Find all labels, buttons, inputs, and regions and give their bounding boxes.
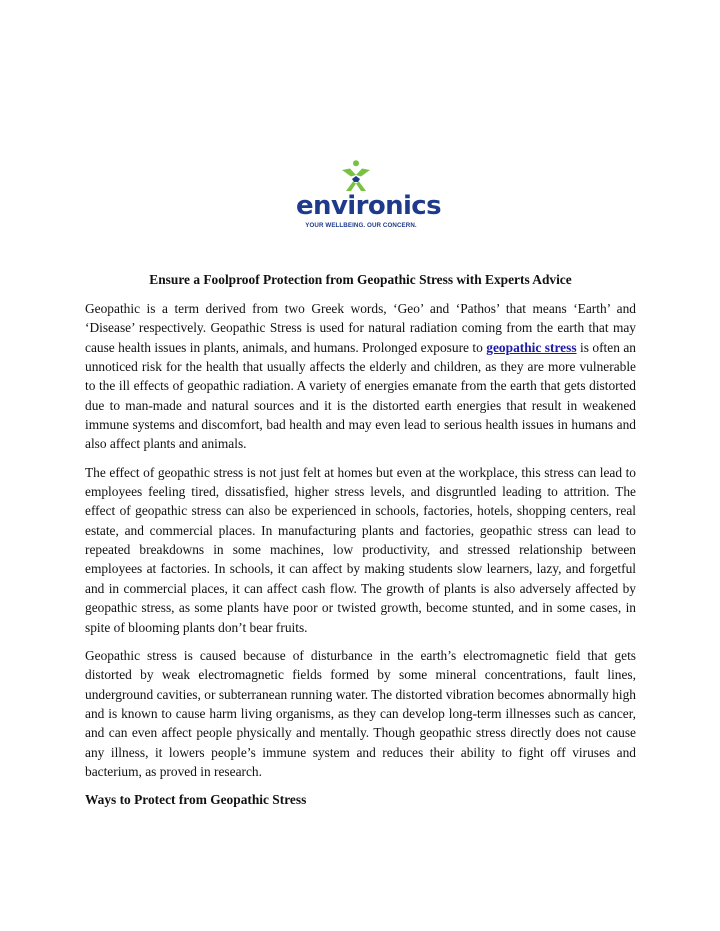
geopathic-stress-link[interactable]: geopathic stress [486,339,577,355]
document-body [85,270,636,810]
paragraph-intro [85,299,636,454]
paragraph-causes: Geopathic stress is caused because of disturbance in the earth’s electromagnetic field that gets distorted by weak electromagnetic fields formed by some mineral concentrations, fault lines, underground cavities, or subterranean running water. The distorted vibration becomes abnormally high and is known to cause harm living organisms, as they can develop long-term illnesses such as cancer, and can even affect people physically and mentally. Though geopathic stress directly does not cause any illness, it lowers people’s immune system and reduces their ability to fight off viruses and bacterium, as proved in research. [85,647,636,779]
logo-mark-right-leg [356,182,366,192]
logo-wordmark: environics [296,191,441,221]
environics-logo [296,160,441,230]
paragraph-workplace-effects: The effect of geopathic stress is not just felt at homes but even at the workplace, this stress can lead to employees feeling tired, dissatisfied, higher stress levels, and disgruntled leading to attrition. The effect of geopathic stress can also be experienced in schools, factories, hotels, shopping centers, real estate, and commercial places. In manufacturing plants and factories, geopathic stress can lead to repeated breakdowns in some machines, low productivity, and stressed relationship between employees at factories. In schools, it can affect by making students slow learners, lazy, and forgetful and in commercial places, it can affect cash flow. The growth of plants is also adversely affected by geopathic stress, as some plants have poor or twisted growth, become stunted, and in some cases, in spite of blooming plants don’t bear fruits. [85,464,636,635]
green-person-star-icon [340,160,372,192]
logo-mark-left-leg [346,182,356,192]
section-heading-ways-to-protect: Ways to Protect from Geopathic Stress [85,792,307,808]
logo-tagline: YOUR WELLBEING. OUR CONCERN. [305,222,417,229]
logo-mark-center [352,176,360,182]
paragraph-intro-text-after: is often an unnoticed risk for the health that usually affects the elderly and children, as they are more vulnerable to the ill effects of geopathic radiation. A variety of energies emanate from the earth that gets distorted due to man-made and natural sources and it is the distorted earth energies that result in weakened immune systems and discomfort, bad health and may even lead to serious health issues in humans and also affect plants and animals. [85,339,636,452]
logo-mark-left-arm [342,169,356,177]
logo-mark-head [353,160,359,166]
paragraph-intro-text-before: Geopathic is a term derived from two Greek words, ‘Geo’ and ‘Pathos’ that means ‘Earth’ and ‘Disease’ respectively. Geopathic Stress is used for natural radiation coming from the earth that may cause health issues in plants, animals, and humans. Prolonged exposure to [85,301,636,355]
logo-mark-right-arm [356,169,370,177]
document-title: Ensure a Foolproof Protection from Geopathic Stress with Experts Advice [149,272,572,287]
